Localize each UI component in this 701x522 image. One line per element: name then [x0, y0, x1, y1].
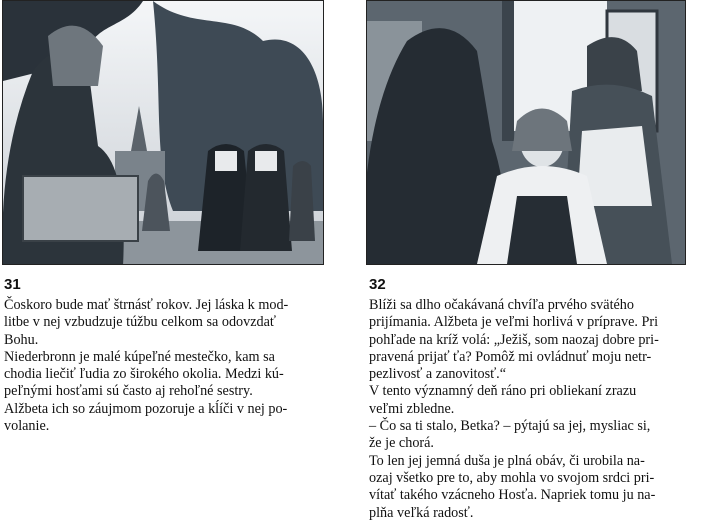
caption-paragraph	[4, 349, 326, 435]
caption-line: To len jej jemná duša je plná obáv, či urobila na-	[369, 452, 645, 469]
panel-caption	[4, 297, 326, 435]
caption-paragraph	[4, 297, 326, 349]
caption-paragraph	[369, 418, 695, 453]
interior-girl-illustration	[366, 0, 686, 265]
caption-line: – Čo sa ti stalo, Betka? – pýtajú sa jej, mysliac si,	[369, 418, 651, 435]
caption-paragraph	[369, 297, 695, 383]
caption-line: chodia liečiť ľudia zo širokého okolia. Medzi kú-	[4, 366, 284, 383]
caption-line: Blíži sa dlho očakávaná chvíľa prvého svätého	[369, 297, 634, 313]
panel-number: 31	[4, 276, 21, 293]
caption-line: volanie.	[4, 418, 50, 435]
caption-line: pravená prijať ťa? Pomôž mi ovládnuť moju netr-	[369, 348, 652, 365]
caption-line: Alžbeta ich so záujmom pozoruje a kĺíči v nej po-	[4, 400, 288, 417]
caption-paragraph	[369, 453, 695, 522]
caption-line: veľmi zbledne.	[369, 400, 455, 417]
caption-paragraph	[369, 383, 695, 418]
caption-line: prijímania. Alžbeta je veľmi horlivá v príprave. Pri	[369, 314, 659, 331]
caption-line: litbe v nej vzbudzuje túžbu celkom sa odovzdať	[4, 314, 276, 331]
caption-line: pezlivosť a zanovitosť.“	[369, 366, 507, 383]
caption-line: Bohu.	[4, 331, 39, 348]
caption-line: Čoskoro bude mať štrnásť rokov. Jej láska k mod-	[4, 297, 289, 313]
caption-line: vítať takého vzácneho Hosťa. Napriek tomu ju na-	[369, 487, 656, 504]
panel-caption	[369, 297, 695, 522]
caption-line: pohľade na kríž volá: „Ježiš, som naozaj dobre pri-	[369, 331, 659, 348]
caption-line: ozaj všetko pre to, aby mohla vo svojom srdci pri-	[369, 469, 655, 486]
caption-line: plňa veľká radosť.	[369, 504, 474, 521]
village-street-illustration	[2, 0, 324, 265]
caption-line: Niederbronn je malé kúpeľné mestečko, kam sa	[4, 348, 275, 365]
caption-line: peľnými hosťami sú často aj rehoľné sestry.	[4, 383, 253, 400]
caption-line: V tento významný deň ráno pri obliekaní zrazu	[369, 383, 637, 400]
panel-number: 32	[369, 276, 386, 293]
caption-line: že je chorá.	[369, 435, 434, 452]
